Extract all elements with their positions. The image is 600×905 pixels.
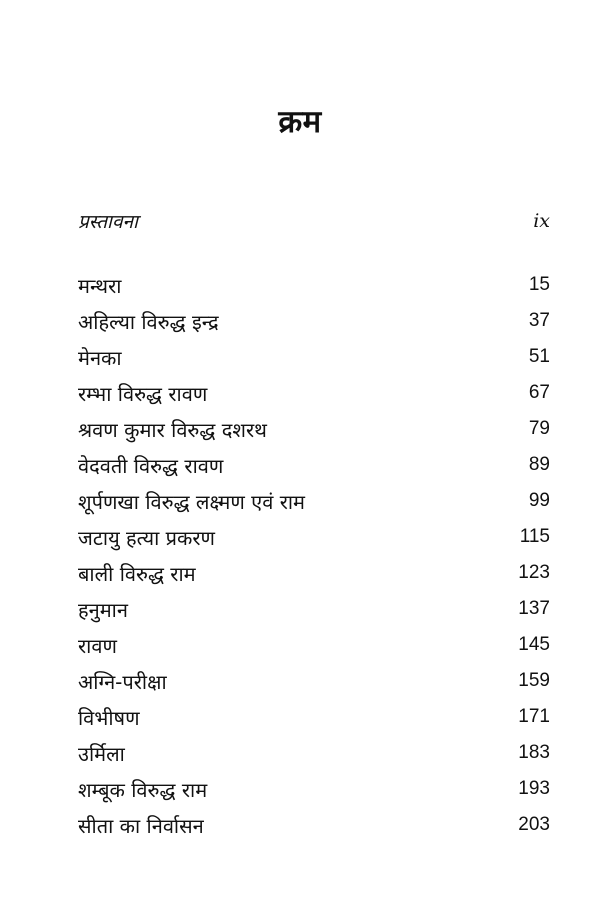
toc-entry-label: बाली विरुद्ध राम bbox=[78, 561, 196, 586]
toc-entry-label: शूर्पणखा विरुद्ध लक्ष्मण एवं राम bbox=[78, 489, 306, 514]
toc-entry-label: श्रवण कुमार विरुद्ध दशरथ bbox=[78, 417, 267, 442]
toc-entry bbox=[78, 378, 550, 408]
toc-entry bbox=[78, 306, 550, 336]
toc-entry-page: 137 bbox=[518, 598, 550, 619]
toc-entry-label: विभीषण bbox=[78, 705, 140, 730]
toc-entry bbox=[78, 270, 550, 300]
toc-entry-page: 145 bbox=[518, 634, 550, 655]
toc-entry bbox=[78, 630, 550, 660]
toc-entry-page: ix bbox=[533, 210, 550, 232]
toc-entry-page: 115 bbox=[519, 526, 550, 547]
toc-entry bbox=[78, 702, 550, 732]
toc-entry-label: प्रस्तावना bbox=[78, 211, 138, 233]
toc-entry bbox=[78, 666, 550, 696]
toc-entry-label: मेनका bbox=[78, 345, 122, 370]
toc-entry-label: रम्भा विरुद्ध रावण bbox=[78, 381, 208, 406]
toc-entry-page: 79 bbox=[528, 418, 550, 439]
toc-entry bbox=[78, 522, 550, 552]
toc-entry bbox=[78, 486, 550, 516]
toc-entry-label: रावण bbox=[78, 633, 117, 658]
toc-entry-page: 171 bbox=[518, 706, 550, 727]
toc-entry bbox=[78, 774, 550, 804]
toc-entry-label: वेदवती विरुद्ध रावण bbox=[78, 453, 224, 478]
toc-entry-page: 203 bbox=[518, 814, 550, 835]
toc-entry-page: 37 bbox=[528, 310, 550, 331]
toc-entry-page: 159 bbox=[518, 670, 550, 691]
page-title: क्रम bbox=[278, 104, 322, 140]
toc-entry bbox=[78, 594, 550, 624]
toc-entry-page: 183 bbox=[518, 742, 550, 763]
toc-entry bbox=[78, 738, 550, 768]
toc-entry-page: 99 bbox=[528, 490, 550, 511]
toc-entry-page: 193 bbox=[518, 778, 550, 799]
toc-entry-label: अहिल्या विरुद्ध इन्द्र bbox=[78, 309, 219, 334]
toc-entry-label: हनुमान bbox=[78, 597, 128, 622]
toc-entry-page: 15 bbox=[528, 274, 550, 295]
toc-entry-label: उर्मिला bbox=[78, 741, 125, 766]
toc-entry bbox=[78, 342, 550, 372]
toc-entry-label: जटायु हत्या प्रकरण bbox=[78, 525, 215, 550]
toc-entry-page: 123 bbox=[518, 562, 550, 583]
toc-entry-label: अग्नि-परीक्षा bbox=[78, 669, 167, 694]
toc-entry-page: 67 bbox=[528, 382, 550, 403]
toc-entry bbox=[78, 450, 550, 480]
toc-entry bbox=[78, 414, 550, 444]
toc-entry bbox=[78, 558, 550, 588]
toc-entry bbox=[78, 810, 550, 840]
toc-entry-page: 89 bbox=[528, 454, 550, 475]
toc-entry-page: 51 bbox=[528, 346, 550, 367]
toc-entry-preface bbox=[78, 206, 550, 236]
toc-entry-label: मन्थरा bbox=[78, 273, 122, 298]
toc-entry-label: सीता का निर्वासन bbox=[78, 813, 204, 838]
toc-entry-label: शम्बूक विरुद्ध राम bbox=[78, 777, 208, 802]
